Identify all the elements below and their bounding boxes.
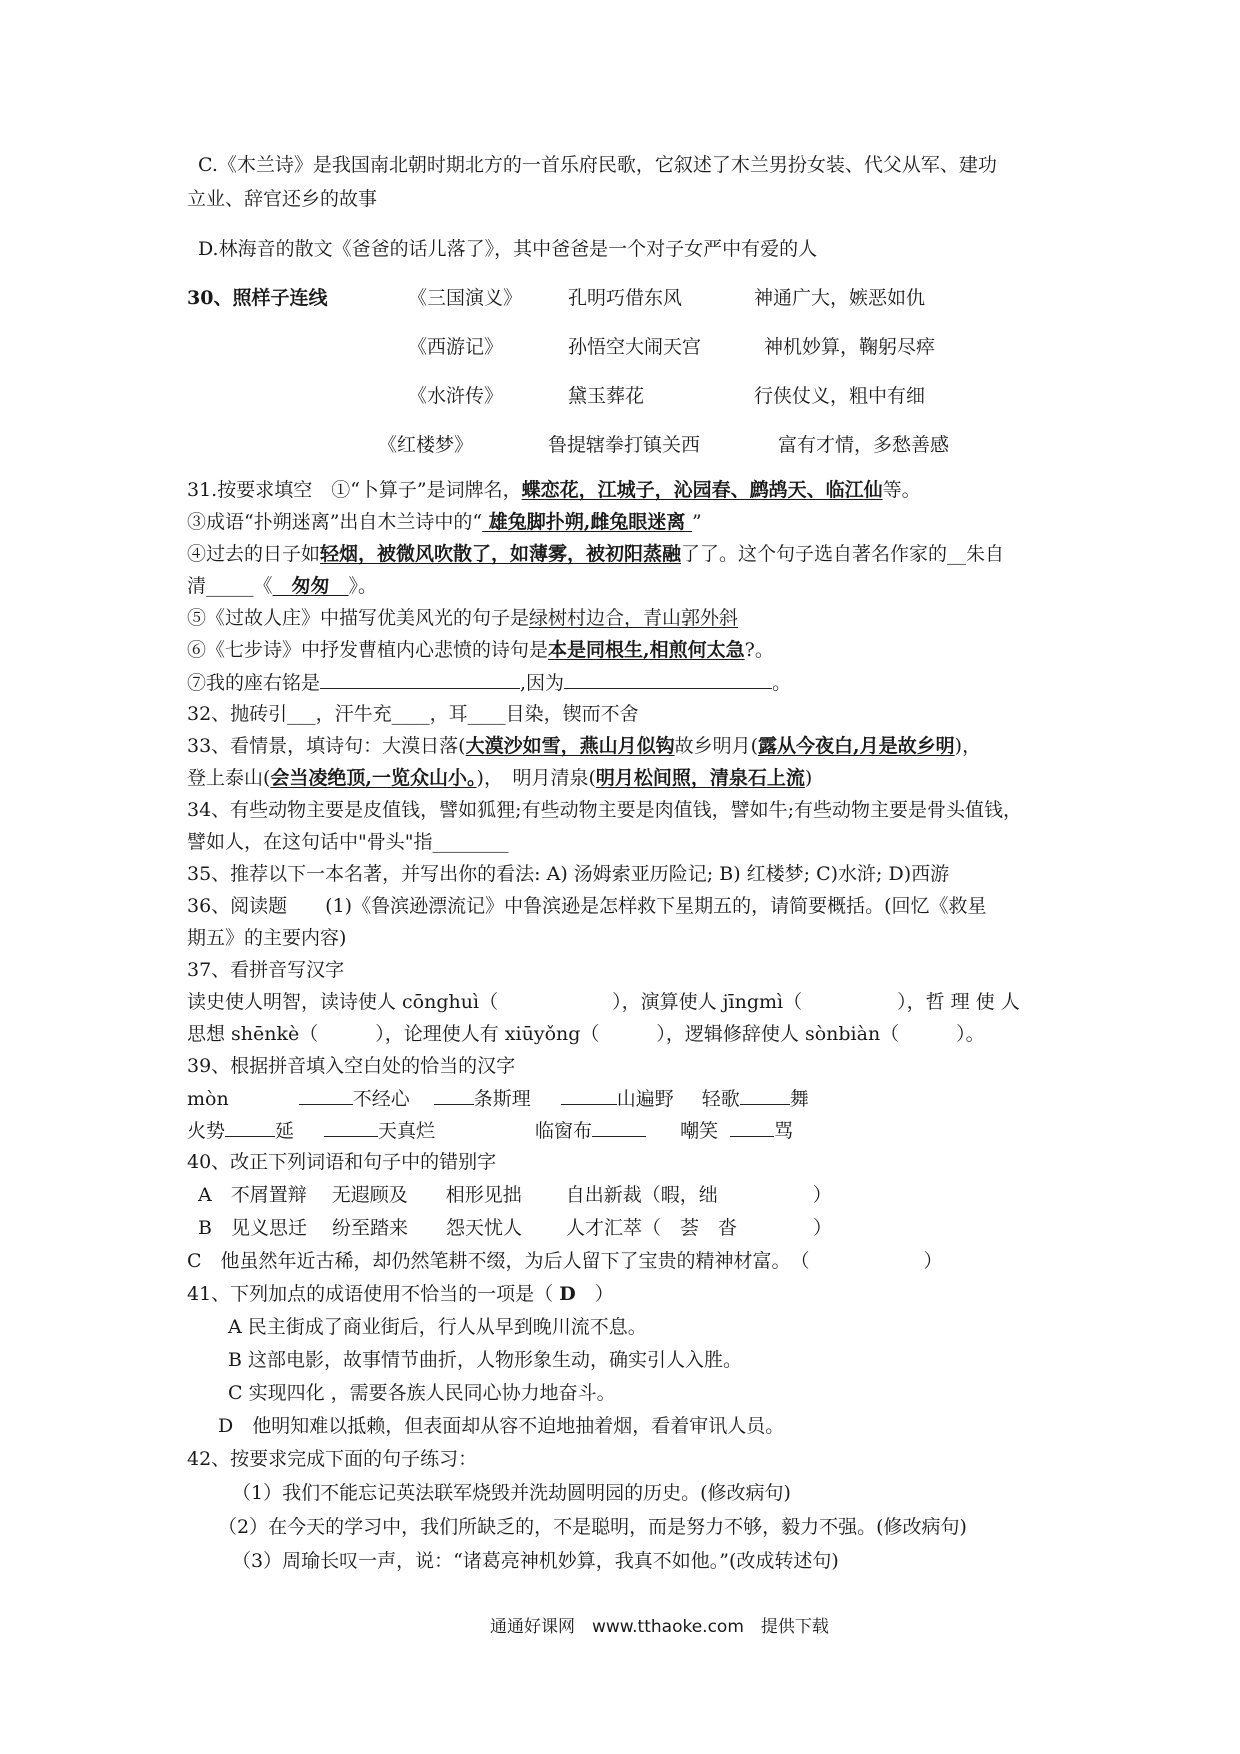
q40-option-a: A 不屑置辩 无遐顾及 相形见拙 自出新裁（暇，绌 ） <box>198 1184 832 1206</box>
q42-sentence-3: （3）周瑜长叹一声，说：“诸葛亮神机妙算，我真不如他。”(改成转述句) <box>232 1550 839 1572</box>
q30-event: 孔明巧借东风 <box>568 287 683 309</box>
q33-answer: 会当凌绝顶,一览众山小。 <box>270 767 477 789</box>
q33-line1: 33、看情景，填诗句：大漠日落(大漠沙如雪，燕山月似钩故乡明月(露从今夜白,月是故乡明)， <box>187 735 982 757</box>
q31-answer: 本是同根生,相煎何太急 <box>548 639 745 661</box>
q31-line1: 31.按要求填空 ①“卜算子”是词牌名，蝶恋花，江城子，沁园春、鹧鸪天、临江仙等。 <box>187 479 921 501</box>
q31-answer: 蝶恋花，江城子，沁园春、鹧鸪天、临江仙 <box>521 479 883 501</box>
q31-answer: 雄兔脚扑朔,雌兔眼迷离 <box>482 511 693 533</box>
q41-answer: D <box>559 1283 576 1305</box>
q32-line: 32、抛砖引___，汗牛充____，耳____目染，锲而不舍 <box>187 703 639 725</box>
page-footer: 通通好课网 www.tthaoke.com 提供下载 <box>490 1617 829 1637</box>
q34-line1: 34、有些动物主要是皮值钱，譬如狐狸;有些动物主要是肉值钱，譬如牛;有些动物主要是骨头值钱， <box>187 799 1022 821</box>
q30-trait: 神通广大，嫉恶如仇 <box>754 287 926 309</box>
q35-line: 35、推荐以下一本名著，并写出你的看法: A) 汤姆索亚历险记; B) 红楼梦; C)水浒; D)西游 <box>187 863 950 885</box>
q41-title: 41、下列加点的成语使用不恰当的一项是（ D ） <box>187 1283 614 1305</box>
q30-event: 黛玉葬花 <box>568 385 645 407</box>
q31-line4: 清_____《 匆匆 》。 <box>187 575 378 597</box>
q33-answer: 明月松间照，清泉石上流 <box>595 767 805 789</box>
q31-answer: 绿树村边合，青山郭外斜 <box>529 607 739 629</box>
q30-trait: 行侠仗义，粗中有细 <box>754 385 926 407</box>
answer-blank[interactable] <box>320 670 520 689</box>
answer-blank[interactable] <box>324 1118 378 1137</box>
q42-sentence-2: （2）在今天的学习中，我们所缺乏的，不是聪明，而是努力不够，毅力不强。(修改病句) <box>218 1516 967 1538</box>
q39-title: 39、根据拼音填入空白处的恰当的汉字 <box>187 1055 516 1077</box>
q30-book: 《红楼梦》 <box>378 434 474 456</box>
answer-blank[interactable] <box>434 1086 474 1105</box>
q30-title: 30、照样子连线 <box>187 287 328 309</box>
q31-answer: 匆匆 <box>272 575 349 597</box>
q31-line6: ⑥《七步诗》中抒发曹植内心悲愤的诗句是本是同根生,相煎何太急?。 <box>187 639 774 661</box>
answer-blank[interactable] <box>592 1118 646 1137</box>
q37-line1: 读史使人明智，读诗使人 cōnghuì（ ），演算使人 jīngmì（ ），哲 理 使 人 <box>187 991 1020 1013</box>
q40-option-b: B 见义思迁 纷至踏来 怨天忧人 人才汇萃（ 荟 沓 ） <box>198 1217 833 1239</box>
option-c-line2: 立业、辞官还乡的故事 <box>187 188 378 210</box>
q30-event: 孙悟空大闹天宫 <box>568 336 702 358</box>
q36-line2: 期五》的主要内容) <box>187 927 347 949</box>
q31-line5: ⑤《过故人庄》中描写优美风光的句子是绿树村边合，青山郭外斜 <box>187 607 739 629</box>
q39-row2: 火势 延 天真烂 临窗布 嘲笑 骂 <box>187 1120 794 1142</box>
q41-option-d: D 他明知难以抵赖，但表面却从容不迫地抽着烟，看着审讯人员。 <box>218 1415 785 1437</box>
q30-trait: 富有才情，多愁善感 <box>778 434 950 456</box>
answer-blank[interactable] <box>730 1118 774 1137</box>
q31-line7: ⑦我的座右铭是 ,因为 。 <box>187 672 792 694</box>
q30-book: 《西游记》 <box>408 336 504 358</box>
q42-sentence-1: （1）我们不能忘记英法联军烧毁并洗劫圆明园的历史。(修改病句) <box>232 1482 791 1504</box>
q31-line2: ③成语“扑朔迷离”出自木兰诗中的“ 雄兔脚扑朔,雌兔眼迷离 ” <box>187 511 702 533</box>
option-d-line: D.林海音的散文《爸爸的话儿落了》，其中爸爸是一个对子女严中有爱的人 <box>198 238 818 260</box>
q41-option-a: A 民主街成了商业街后，行人从早到晚川流不息。 <box>228 1316 647 1338</box>
q30-trait: 神机妙算，鞠躬尽瘁 <box>764 336 936 358</box>
q39-row1: mòn 不经心 条斯理 山遍野 轻歌 舞 <box>187 1088 809 1110</box>
answer-blank[interactable] <box>225 1118 275 1137</box>
q40-title: 40、改正下列词语和句子中的错别字 <box>187 1151 497 1173</box>
q33-line2: 登上泰山(会当凌绝顶,一览众山小。)， 明月清泉(明月松间照，清泉石上流) <box>187 767 813 789</box>
answer-blank[interactable] <box>299 1086 353 1105</box>
q37-title: 37、看拼音写汉字 <box>187 959 345 981</box>
q40-option-c: C 他虽然年近古稀，却仍然笔耕不缀，为后人留下了宝贵的精神材富。 （ ） <box>187 1250 943 1272</box>
answer-blank[interactable] <box>561 1086 617 1105</box>
q30-book: 《三国演义》 <box>408 287 523 309</box>
q42-title: 42、按要求完成下面的句子练习： <box>187 1448 478 1470</box>
q30-event: 鲁提辖拳打镇关西 <box>548 434 701 456</box>
answer-blank[interactable] <box>564 670 772 689</box>
option-c-line1: C.《木兰诗》是我国南北朝时期北方的一首乐府民歌，它叙述了木兰男扮女装、代父从军、建功 <box>198 154 997 176</box>
q30-book: 《水浒传》 <box>408 385 504 407</box>
q33-answer: 大漠沙如雪，燕山月似钩 <box>465 735 675 757</box>
q34-line2: 譬如人，在这句话中"骨头"指________ <box>187 831 509 853</box>
q31-line3: ④过去的日子如轻烟，被微风吹散了，如薄雾，被初阳蒸融了了。这个句子选自著名作家的__朱自 <box>187 543 1005 565</box>
q41-option-b: B 这部电影，故事情节曲折，人物形象生动，确实引人入胜。 <box>228 1349 743 1371</box>
q31-answer: 轻烟，被微风吹散了，如薄雾，被初阳蒸融 <box>320 543 682 565</box>
q41-option-c: C 实现四化 ，需要各族人民同心协力地奋斗。 <box>228 1382 616 1404</box>
answer-blank[interactable] <box>740 1086 790 1105</box>
q33-answer: 露从今夜白,月是故乡明 <box>758 735 955 757</box>
q36-line1: 36、阅读题 (1)《鲁滨逊漂流记》中鲁滨逊是怎样救下星期五的，请简要概括。(回忆《救星 <box>187 895 987 917</box>
q37-line2: 思想 shēnkè（ ），论理使人有 xiūyǒng（ ），逻辑修辞使人 sònbiàn（ ）。 <box>187 1023 985 1045</box>
